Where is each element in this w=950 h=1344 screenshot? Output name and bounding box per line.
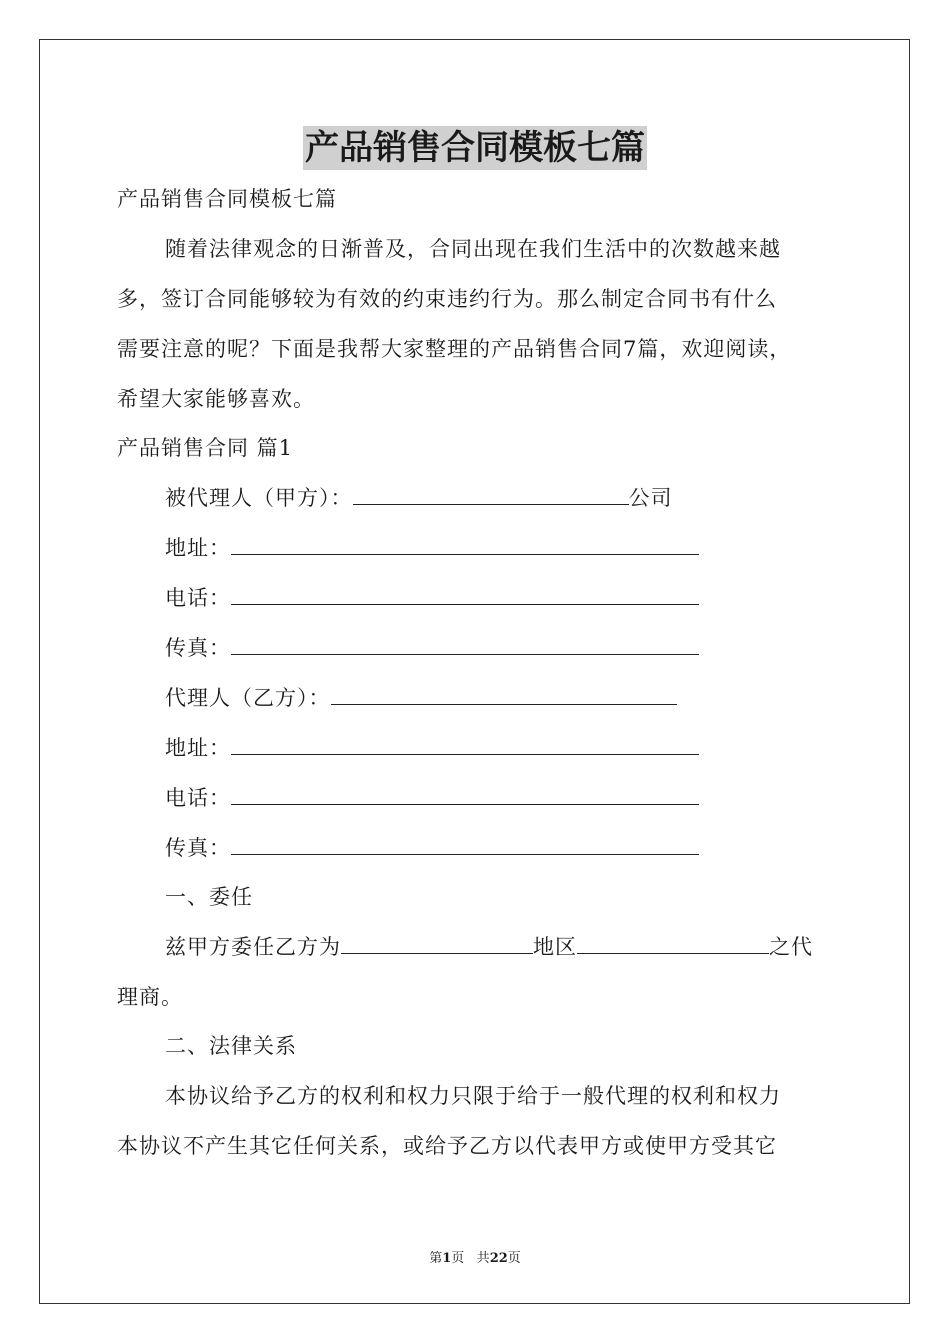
- clause-2-line-1: 本协议给予乙方的权利和权力只限于给于一般代理的权利和权力: [165, 1084, 781, 1108]
- clause-2-heading: 二、法律关系: [165, 1034, 297, 1058]
- footer-total-prefix: 共: [476, 1251, 490, 1266]
- page-footer: [0, 1247, 950, 1266]
- party-a-fax-row: [165, 633, 699, 663]
- party-b-address-row: [165, 733, 699, 763]
- intro-line-4: 希望大家能够喜欢。: [117, 387, 315, 411]
- party-b-name-blank[interactable]: [331, 684, 677, 705]
- intro-line-2: 多，签订合同能够较为有效的约束违约行为。那么制定合同书有什么: [117, 287, 777, 311]
- party-b-fax-label: 传真：: [165, 836, 231, 860]
- party-a-address-blank[interactable]: [231, 534, 699, 555]
- party-a-phone-label: 电话：: [165, 586, 231, 610]
- page-border: [39, 39, 910, 1304]
- footer-total-unit: 页: [507, 1251, 521, 1266]
- clause-1-text-cont: 理商。: [117, 985, 183, 1009]
- party-b-row: [165, 683, 677, 713]
- party-b-fax-row: [165, 833, 699, 863]
- party-a-label: 被代理人（甲方）：: [165, 486, 353, 510]
- party-a-phone-blank[interactable]: [231, 584, 699, 605]
- party-b-phone-row: [165, 783, 699, 813]
- party-b-label: 代理人（乙方）：: [165, 686, 331, 710]
- party-a-suffix: 公司: [628, 486, 673, 510]
- party-b-phone-label: 电话：: [165, 786, 231, 810]
- clause-1-heading: 一、委任: [165, 885, 253, 909]
- clause-1-text-b: 地区: [533, 935, 577, 959]
- clause-2-line-2: 本协议不产生其它任何关系，或给予乙方以代表甲方或使甲方受其它: [117, 1134, 777, 1158]
- party-a-address-row: [165, 533, 699, 563]
- clause-1-text-a: 兹甲方委任乙方为: [165, 935, 341, 959]
- intro-line-3: 需要注意的呢？下面是我帮大家整理的产品销售合同7篇，欢迎阅读，: [117, 337, 792, 361]
- clause-1-text-c: 之代: [769, 935, 813, 959]
- party-b-phone-blank[interactable]: [231, 784, 699, 805]
- party-b-address-blank[interactable]: [231, 734, 699, 755]
- party-b-address-label: 地址：: [165, 736, 231, 760]
- document-title: 产品销售合同模板七篇: [305, 128, 645, 168]
- party-a-fax-label: 传真：: [165, 636, 231, 660]
- party-a-phone-row: [165, 583, 699, 613]
- party-a-row: [165, 483, 673, 513]
- footer-total-pages: 22: [489, 1251, 508, 1266]
- party-a-name-blank[interactable]: [353, 484, 629, 505]
- document-subtitle: 产品销售合同模板七篇: [117, 187, 337, 211]
- intro-line-1: 随着法律观念的日渐普及，合同出现在我们生活中的次数越来越: [165, 237, 781, 261]
- title-container: [0, 126, 950, 170]
- party-b-fax-blank[interactable]: [231, 834, 699, 855]
- region-blank[interactable]: [577, 933, 769, 954]
- party-a-address-label: 地址：: [165, 536, 231, 560]
- agent-role-blank[interactable]: [341, 933, 533, 954]
- clause-1-text: [165, 932, 813, 962]
- footer-page-number: 1: [442, 1251, 452, 1266]
- section-heading: 产品销售合同 篇1: [117, 436, 294, 460]
- footer-page-prefix: 第: [429, 1251, 443, 1266]
- footer-page-unit: 页: [451, 1251, 465, 1266]
- party-a-fax-blank[interactable]: [231, 634, 699, 655]
